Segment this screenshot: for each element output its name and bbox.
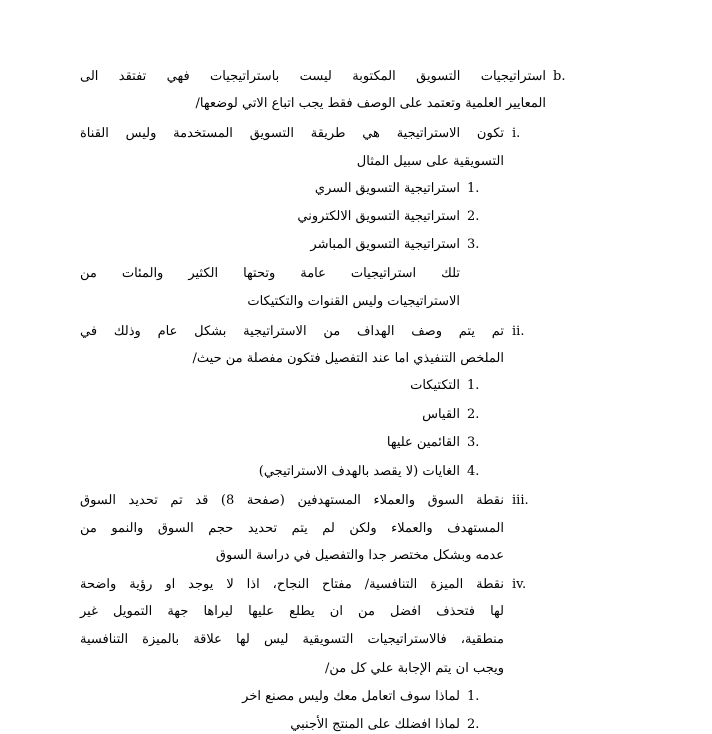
- list-item-number: 2.: [467, 407, 480, 422]
- list-item-number: 1.: [467, 689, 480, 704]
- item-iii-line-1: نقطة السوق والعملاء المستهدفين (صفحة 8) قد تم تحديد السوق: [80, 493, 504, 508]
- list-item-number: 1.: [467, 181, 480, 196]
- list-item: الغايات (لا يقصد بالهدف الاستراتيجي): [258, 464, 460, 479]
- item-i-note-1: تلك استراتيجيات عامة وتحتها الكثير والمئات من: [80, 266, 460, 281]
- item-ii-line-2: الملخص التنفيذي اما عند التفصيل فتكون مفصلة من حيث/: [192, 351, 504, 366]
- list-item-number: 3.: [467, 237, 480, 252]
- item-iii-line-3: عدمه وبشكل مختصر جدا والتفصيل في دراسة السوق: [215, 548, 504, 563]
- item-i-line-2: التسويقية على سبيل المثال: [356, 154, 504, 169]
- item-i-marker: i.: [512, 126, 521, 141]
- list-item: القائمين عليها: [386, 435, 460, 450]
- item-i-line-1: تكون الاستراتيجية هي طريقة التسويق المستخدمة وليس القناة: [80, 126, 504, 141]
- list-item: استراتيجية التسويق السري: [314, 181, 460, 196]
- item-iv-marker: iv.: [512, 577, 527, 592]
- item-ii-line-1: تم يتم وصف الهداف من الاستراتيجية بشكل عام وذلك في: [80, 324, 504, 339]
- list-item: القياس: [422, 407, 460, 422]
- item-iv-line-4: ويجب ان يتم الإجابة علي كل من/: [325, 661, 504, 676]
- item-ii-marker: ii.: [512, 324, 525, 339]
- list-item: استراتيجية التسويق الالكتروني: [297, 209, 460, 224]
- list-item: التكتيكات: [410, 378, 460, 393]
- item-b-marker: b.: [553, 69, 566, 84]
- item-iii-marker: iii.: [512, 493, 529, 508]
- item-iv-line-2: لها فتحذف افضل من ان يطلع عليها ليراها جهة التمويل غير: [80, 604, 504, 619]
- item-i-note-2: الاستراتيجيات وليس القنوات والتكتيكات: [247, 294, 460, 309]
- item-iv-line-1: نقطة الميزة التنافسية/ مفتاح النجاح، اذا لا يوجد او رؤية واضحة: [80, 577, 504, 592]
- list-item-number: 4.: [467, 464, 480, 479]
- list-item: لماذا افضلك على المنتج الأجنبي: [290, 717, 460, 732]
- list-item: استراتيجية التسويق المباشر: [310, 237, 460, 252]
- item-b-line-2: المعايير العلمية وتعتمد على الوصف فقط يجب اتباع الاتي لوضعها/: [195, 96, 546, 111]
- list-item: لماذا سوف اتعامل معك وليس مصنع اخر: [242, 689, 460, 704]
- item-b-line-1: استراتيجيات التسويق المكتوبة ليست باستراتيجيات فهي تفتقد الى: [80, 69, 546, 84]
- item-iv-line-3: منطقية، فالاستراتيجيات التسويقية ليس لها علاقة بالميزة التنافسية: [80, 632, 504, 647]
- list-item-number: 1.: [467, 378, 480, 393]
- list-item-number: 2.: [467, 209, 480, 224]
- item-iii-line-2: المستهدف والعملاء ولكن لم يتم تحديد حجم السوق والنمو من: [80, 521, 504, 536]
- list-item-number: 2.: [467, 717, 480, 732]
- list-item-number: 3.: [467, 435, 480, 450]
